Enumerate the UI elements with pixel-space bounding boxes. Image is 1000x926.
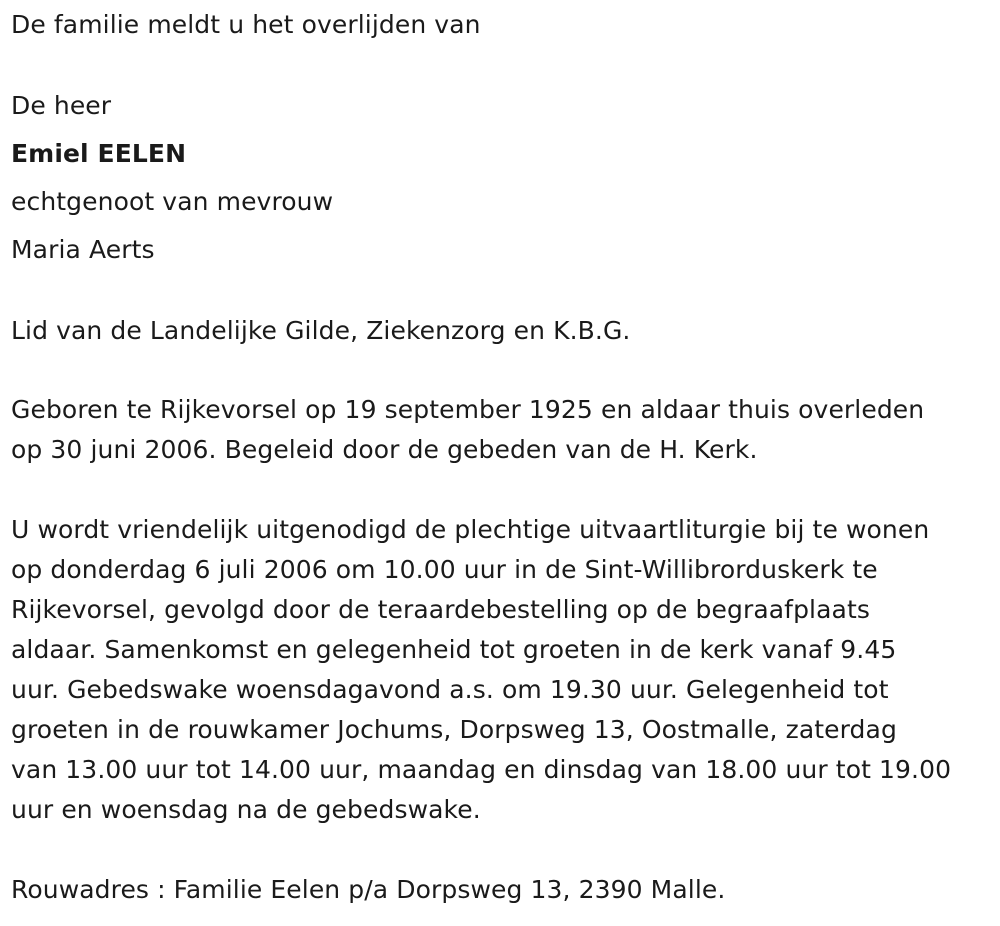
paragraph-line: uur en woensdag na de gebedswake. xyxy=(11,795,481,824)
paragraph-line: U wordt vriendelijk uitgenodigd de plechtige uitvaartliturgie bij te wonen xyxy=(11,515,930,544)
paragraph-line: op donderdag 6 juli 2006 om 10.00 uur in de Sint-Willibrorduskerk te xyxy=(11,555,878,584)
spouse-name: Maria Aerts xyxy=(11,235,155,264)
relation-text: echtgenoot van mevrouw xyxy=(11,187,334,216)
paragraph-line: aldaar. Samenkomst en gelegenheid tot groeten in de kerk vanaf 9.45 xyxy=(11,635,897,664)
paragraph-line: Geboren te Rijkevorsel op 19 september 1925 en aldaar thuis overleden xyxy=(11,395,925,424)
paragraph-line: groeten in de rouwkamer Jochums, Dorpsweg 13, Oostmalle, zaterdag xyxy=(11,715,897,744)
paragraph-line: van 13.00 uur tot 14.00 uur, maandag en dinsdag van 18.00 uur tot 19.00 xyxy=(11,755,952,784)
mourning-address: Rouwadres : Familie Eelen p/a Dorpsweg 13, 2390 Malle. xyxy=(11,875,726,904)
title-text: De heer xyxy=(11,91,112,120)
invitation-paragraph xyxy=(11,510,996,830)
membership-text: Lid van de Landelijke Gilde, Ziekenzorg en K.B.G. xyxy=(11,316,631,345)
paragraph-line: uur. Gebedswake woensdagavond a.s. om 19.30 uur. Gelegenheid tot xyxy=(11,675,889,704)
birth-death-paragraph xyxy=(11,390,996,470)
paragraph-line: op 30 juni 2006. Begeleid door de gebeden van de H. Kerk. xyxy=(11,435,758,464)
intro-text: De familie meldt u het overlijden van xyxy=(11,10,481,39)
paragraph-line: Rijkevorsel, gevolgd door de teraardebestelling op de begraafplaats xyxy=(11,595,870,624)
deceased-name: Emiel EELEN xyxy=(11,139,187,168)
